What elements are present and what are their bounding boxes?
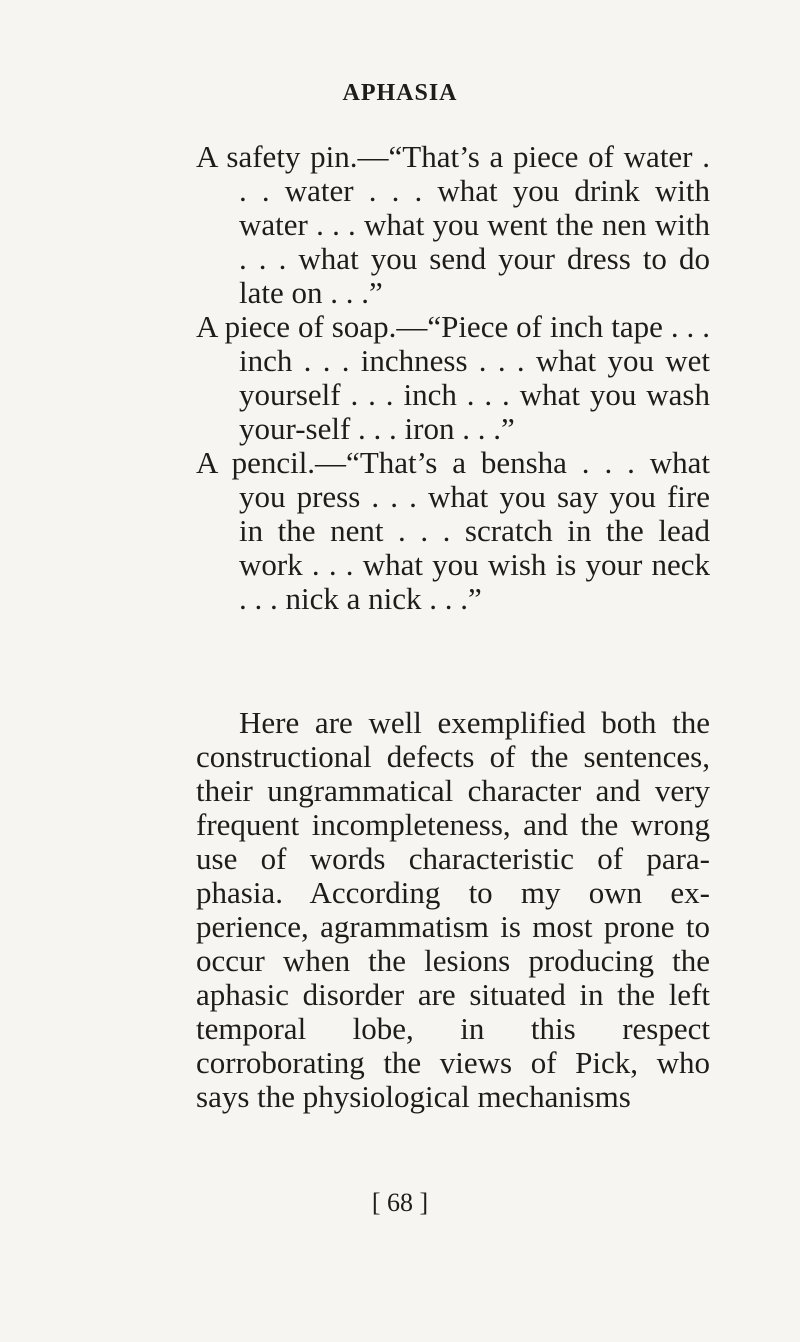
running-head: APHASIA — [342, 80, 458, 106]
example-pencil: A pencil.—“That’s a bensha . . . what you press . . . what you say you fire in the nent . . . scratch in the lead work . . . what you wish is your neck . . . nick a nick . . .” — [196, 445, 710, 616]
aphasia-examples — [196, 140, 710, 616]
example-soap: A piece of soap.—“Piece of inch tape . . . inch . . . inchness . . . what you wet yourself . . . inch . . . what you wash your-self . . . iron . . .” — [196, 309, 710, 446]
example-safety-pin: A safety pin.—“That’s a piece of water . . . water . . . what you drink with water . . . what you went the nen with . . . what you send your dress to do late on . . .” — [196, 139, 710, 310]
page-number: [ 68 ] — [371, 1188, 429, 1217]
body-paragraph: Here are well exemplified both the constructional defects of the sentences, their ungrammatical character and very frequent incompleteness, and the wrong use of words characteristic of para-phasia. According to my own ex-perience, agrammatism is most prone to occur when the lesions producing the aphasic disorder are situated in the left temporal lobe, in this respect corroborating the views of Pick, who says the physiological mechanisms — [196, 705, 710, 1114]
